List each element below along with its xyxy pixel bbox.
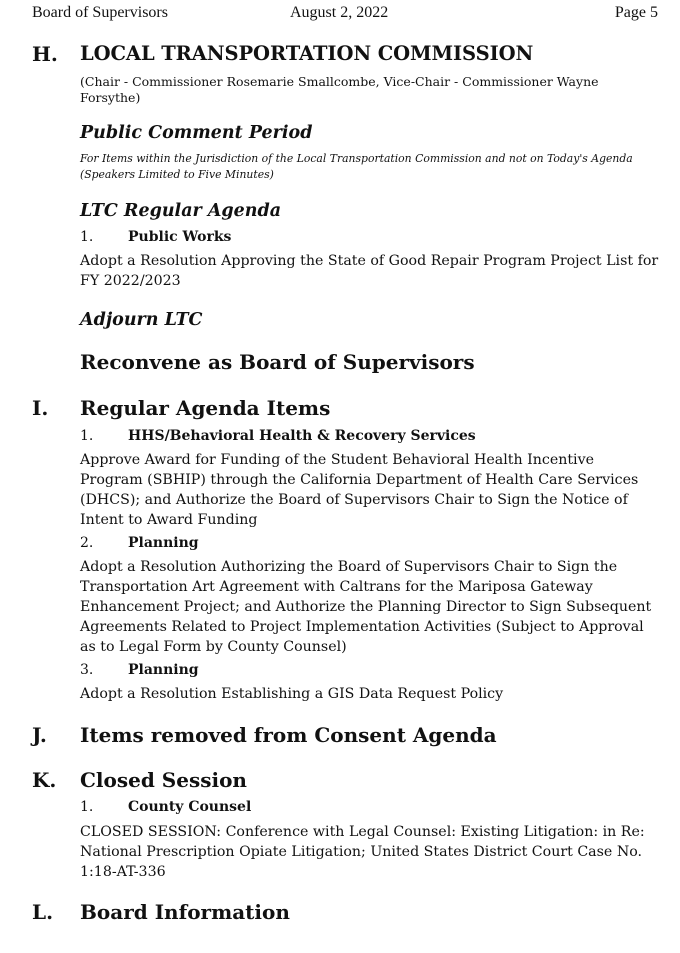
section-h-title: LOCAL TRANSPORTATION COMMISSION (80, 42, 534, 65)
section-j-letter: J. (32, 723, 47, 747)
regular-item-3-number: 3. (80, 662, 94, 678)
section-k-title: Closed Session (80, 768, 247, 792)
header-board-name: Board of Supervisors (32, 4, 168, 21)
page-header (32, 4, 658, 24)
reconvene-heading: Reconvene as Board of Supervisors (80, 350, 475, 374)
regular-item-2-number: 2. (80, 535, 94, 551)
section-j-title: Items removed from Consent Agenda (80, 723, 497, 747)
regular-item-1-description: Approve Award for Funding of the Student Behavioral Health Incentive Program (SBHIP) through the California Department of Health Care Services (DHCS); and Authorize the Board of Supervisors Chair to Sign the Notice of Intent to Award Funding (80, 452, 639, 528)
ltc-item-department: Public Works (128, 229, 232, 245)
adjourn-ltc-heading: Adjourn LTC (80, 310, 203, 330)
closed-session-item-number: 1. (80, 799, 94, 815)
closed-session-item-department: County Counsel (128, 799, 252, 815)
regular-item-3-department: Planning (128, 662, 199, 678)
header-page-number: Page 5 (614, 4, 658, 21)
regular-item-2-description: Adopt a Resolution Authorizing the Board of Supervisors Chair to Sign the Transportation Art Agreement with Caltrans for the Mariposa Gateway Enhancement Project; and Authorize the Planning Director to Sign Subsequent Agreements Related to Project Implementation Activities (Subject to Approval as to Legal Form by County Counsel) (80, 559, 652, 655)
public-comment-heading: Public Comment Period (80, 123, 313, 143)
section-h-letter: H. (32, 42, 58, 66)
regular-item-3-description: Adopt a Resolution Establishing a GIS Data Request Policy (80, 686, 504, 702)
section-l-letter: L. (32, 900, 54, 924)
header-meeting-date: August 2, 2022 (290, 4, 389, 21)
regular-item-1-department: HHS/Behavioral Health & Recovery Services (128, 428, 476, 444)
section-i-letter: I. (32, 396, 49, 420)
regular-item-2-department: Planning (128, 535, 199, 551)
regular-item-1-number: 1. (80, 428, 94, 444)
section-h-chair-note: (Chair - Commissioner Rosemarie Smallcombe, Vice-Chair - Commissioner Wayne Forsythe) (80, 74, 599, 105)
section-l-title: Board Information (80, 900, 290, 924)
section-i-title: Regular Agenda Items (80, 396, 331, 420)
closed-session-item-description: CLOSED SESSION: Conference with Legal Counsel: Existing Litigation: in Re: National Prescription Opiate Litigation; United States District Court Case No. 1:18-AT-336 (80, 824, 645, 880)
ltc-item-description: Adopt a Resolution Approving the State of Good Repair Program Project List for FY 2022/2023 (80, 253, 659, 289)
ltc-item-number: 1. (80, 229, 94, 245)
public-comment-note: For Items within the Jurisdiction of the Local Transportation Commission and not on Today's Agenda (Speakers Limited to Five Minutes) (80, 152, 633, 181)
section-k-letter: K. (32, 768, 57, 792)
ltc-regular-agenda-heading: LTC Regular Agenda (80, 201, 282, 221)
